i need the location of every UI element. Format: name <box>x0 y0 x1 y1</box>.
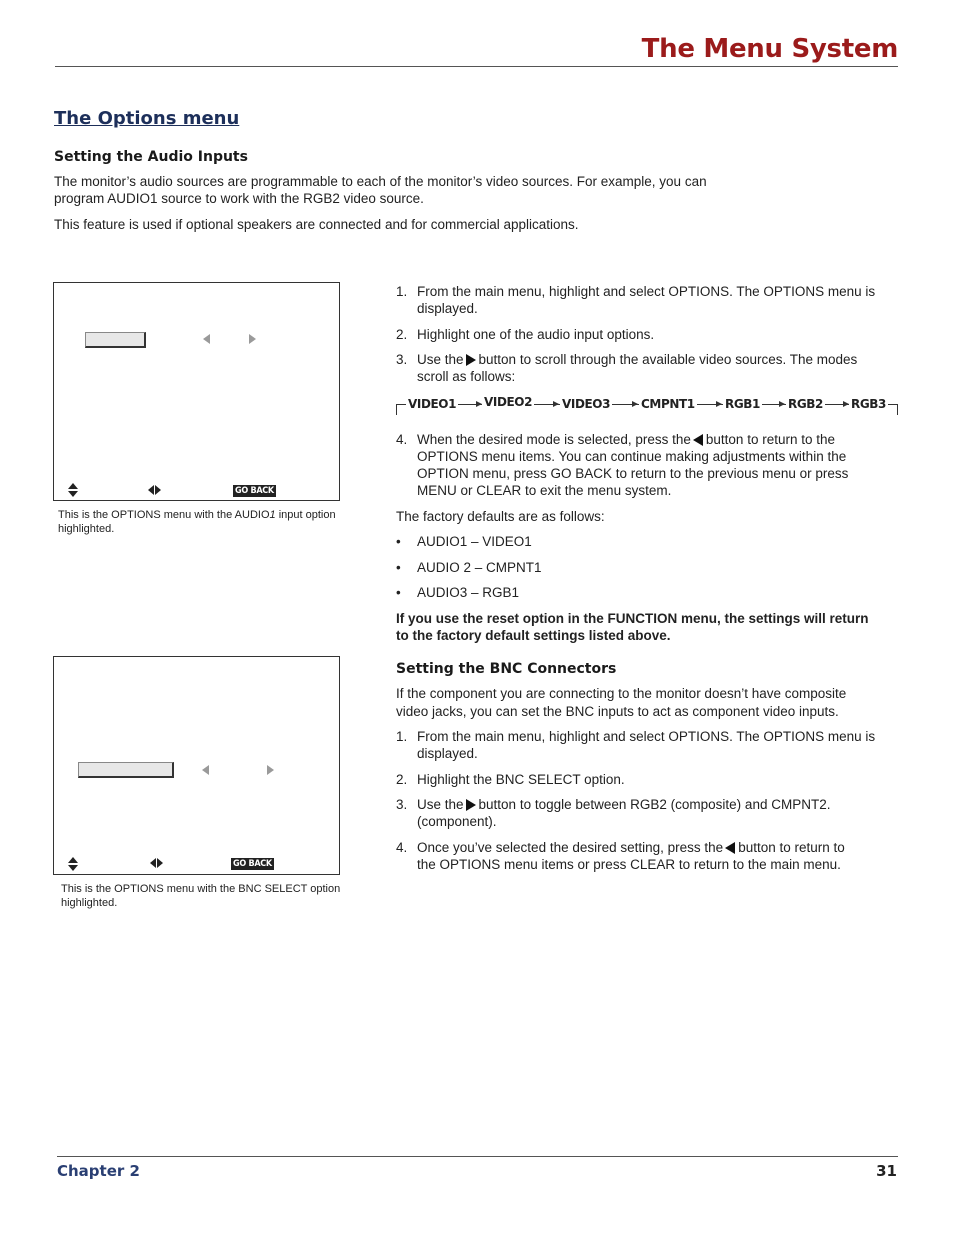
right-arrow-icon <box>249 334 256 344</box>
defaults-intro: The factory defaults are as follows: <box>396 509 605 524</box>
bnc-heading: Setting the BNC Connectors <box>396 661 617 677</box>
bnc-step-1-line1: From the main menu, highlight and select OPTIONS. The OPTIONS menu is <box>417 729 876 744</box>
step-1-line2: displayed. <box>417 301 478 316</box>
bullet: • <box>396 560 401 575</box>
step-3-line1: Use the button to scroll through the available video sources. The modes <box>417 352 858 367</box>
up-down-arrows-icon <box>67 483 79 497</box>
flow-mode: VIDEO1 <box>408 397 457 411</box>
page-number: 31 <box>876 1162 897 1180</box>
bullet: • <box>396 585 401 600</box>
mode-flow-diagram <box>396 394 898 422</box>
audio-paragraph-line1: The monitor’s audio sources are programmable to each of the monitor’s video sources. For example, you can <box>54 174 707 189</box>
page-title: The Menu System <box>641 34 898 64</box>
left-arrow-icon <box>203 334 210 344</box>
step-number: 1. <box>396 729 408 744</box>
step-number: 4. <box>396 432 408 447</box>
default-item: AUDIO3 – RGB1 <box>417 585 520 600</box>
default-item: AUDIO1 – VIDEO1 <box>417 534 532 549</box>
flow-mode: RGB2 <box>788 397 823 411</box>
right-arrow-button-icon <box>466 799 476 811</box>
left-arrow-icon <box>202 765 209 775</box>
reset-warning-line2: to the factory default settings listed above. <box>396 628 671 643</box>
up-down-arrows-icon <box>67 857 79 871</box>
go-back-label: GO BACK <box>235 486 274 496</box>
bnc-step-4-line2: the OPTIONS menu items or press CLEAR to return to the main menu. <box>417 857 841 872</box>
step-number: 3. <box>396 797 408 812</box>
bnc-step-2: Highlight the BNC SELECT option. <box>417 772 625 787</box>
step-number: 1. <box>396 284 408 299</box>
step-3-line2: scroll as follows: <box>417 369 516 384</box>
screen1-caption-line2: highlighted. <box>58 523 115 535</box>
bnc-step-1-line2: displayed. <box>417 746 478 761</box>
right-arrow-button-icon <box>466 354 476 366</box>
default-item: AUDIO 2 – CMPNT1 <box>417 560 542 575</box>
left-right-arrows-icon <box>148 485 161 495</box>
left-arrow-button-icon <box>725 842 735 854</box>
bnc-paragraph-line2: video jacks, you can set the BNC inputs to act as component video inputs. <box>396 704 839 719</box>
bullet: • <box>396 534 401 549</box>
step-4-line1: When the desired mode is selected, press the button to return to the <box>417 432 835 447</box>
audio-paragraph-2: This feature is used if optional speakers are connected and for commercial applications. <box>54 217 579 232</box>
step-number: 2. <box>396 327 408 342</box>
flow-mode: RGB1 <box>725 397 760 411</box>
step-4-line2: OPTIONS menu items. You can continue making adjustments within the <box>417 449 847 464</box>
bnc-step-3-line1: Use the button to toggle between RGB2 (composite) and CMPNT2. <box>417 797 831 812</box>
options-menu-screen-audio <box>53 282 340 501</box>
step-2: Highlight one of the audio input options. <box>417 327 655 342</box>
footer-rule <box>57 1156 898 1157</box>
left-arrow-button-icon <box>693 434 703 446</box>
audio-heading: Setting the Audio Inputs <box>54 149 248 165</box>
screen1-caption-line1: This is the OPTIONS menu with the AUDIO1 input option <box>58 509 336 521</box>
bnc-step-4-line1: Once you’ve selected the desired setting, press the button to return to <box>417 840 845 855</box>
step-1-line1: From the main menu, highlight and select OPTIONS. The OPTIONS menu is <box>417 284 876 299</box>
flow-mode: VIDEO3 <box>562 397 611 411</box>
step-number: 2. <box>396 772 408 787</box>
bnc-step-3-line2: (component). <box>417 814 497 829</box>
options-menu-screen-bnc <box>53 656 340 875</box>
bnc-paragraph-line1: If the component you are connecting to the monitor doesn’t have composite <box>396 686 847 701</box>
left-right-arrows-icon <box>150 858 163 868</box>
section-title: The Options menu <box>54 108 240 129</box>
step-number: 4. <box>396 840 408 855</box>
header-rule <box>55 66 898 67</box>
chapter-label: Chapter 2 <box>57 1162 140 1180</box>
flow-mode: RGB3 <box>851 397 886 411</box>
screen2-caption-line2: highlighted. <box>61 897 118 909</box>
step-number: 3. <box>396 352 408 367</box>
reset-warning-line1: If you use the reset option in the FUNCTION menu, the settings will return <box>396 611 869 626</box>
audio-paragraph-line2: program AUDIO1 source to work with the RGB2 video source. <box>54 191 424 206</box>
highlighted-bnc-select-bar <box>78 762 174 778</box>
flow-mode: VIDEO2 <box>484 395 533 409</box>
screen2-caption-line1: This is the OPTIONS menu with the BNC SELECT option <box>61 883 341 895</box>
step-4-line4: MENU or CLEAR to exit the menu system. <box>417 483 672 498</box>
step-4-line3: OPTION menu, press GO BACK to return to the previous menu or press <box>417 466 849 481</box>
highlighted-audio1-bar <box>85 332 146 348</box>
flow-mode: CMPNT1 <box>641 397 695 411</box>
go-back-label: GO BACK <box>233 859 272 869</box>
right-arrow-icon <box>267 765 274 775</box>
